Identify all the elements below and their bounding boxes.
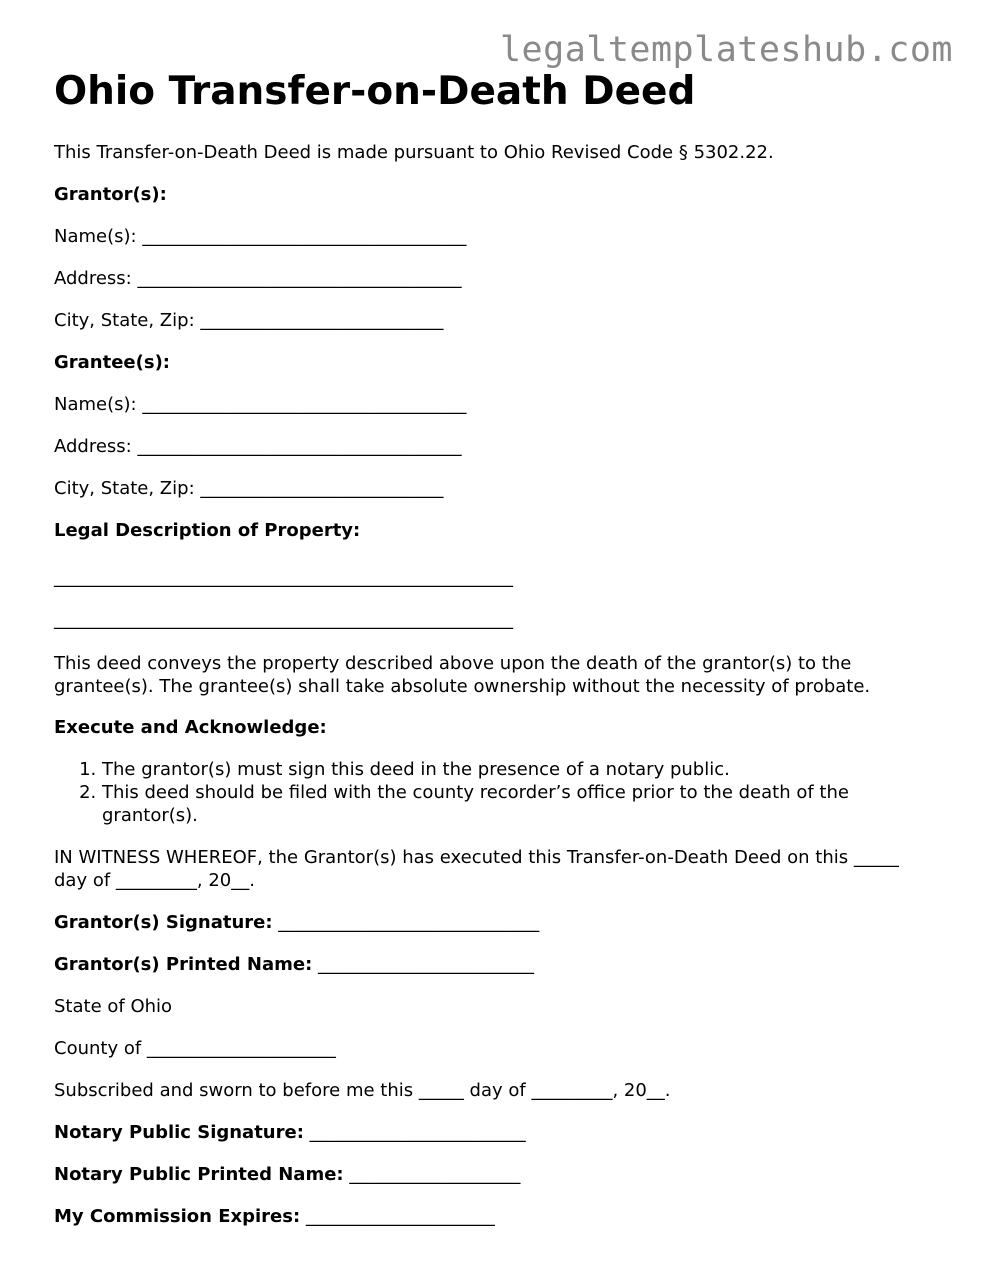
grantee-heading: Grantee(s):: [54, 352, 170, 373]
grantor-names-field: Name(s): ____________________________________: [54, 226, 467, 247]
grantor-signature-blank: _____________________________: [272, 912, 540, 933]
notary-printed-name-label: Notary Public Printed Name:: [54, 1164, 344, 1185]
conveyance-text: This deed conveys the property described above upon the death of the grantor(s) to the grantee(s). The grantee(s) shall take absolute ownership without the necessity of probate.: [54, 653, 871, 697]
grantor-city-field: City, State, Zip: ___________________________: [54, 310, 444, 331]
commission-expires-line: [54, 1205, 934, 1228]
grantor-address-field: Address: ____________________________________: [54, 268, 462, 289]
grantor-signature-line: [54, 911, 934, 934]
execute-list: [54, 758, 934, 827]
page-title: Ohio Transfer-on-Death Deed: [54, 69, 696, 114]
deed-document: [54, 68, 934, 1228]
commission-expires-label: My Commission Expires:: [54, 1206, 301, 1227]
grantor-heading: Grantor(s):: [54, 184, 167, 205]
grantor-printed-name-line: [54, 953, 934, 976]
notary-signature-label: Notary Public Signature:: [54, 1122, 304, 1143]
watermark: legaltemplateshub.com: [499, 30, 953, 70]
notary-signature-blank: ________________________: [303, 1122, 526, 1143]
witness-text: IN WITNESS WHEREOF, the Grantor(s) has executed this Transfer-on-Death Deed on this _____ day of _________, 20__.: [54, 847, 899, 891]
legal-description-line-1: ___________________________________________________: [54, 567, 513, 588]
list-item: 2. This deed should be filed with the county recorder’s office prior to the death of the grantor(s).: [102, 781, 934, 827]
notary-signature-line: [54, 1121, 934, 1144]
list-item: 1. The grantor(s) must sign this deed in the presence of a notary public.: [102, 758, 934, 781]
notary-printed-name-line: [54, 1163, 934, 1186]
notary-printed-name-blank: ___________________: [343, 1164, 521, 1185]
grantor-printed-name-blank: ________________________: [312, 954, 535, 975]
state-text: State of Ohio: [54, 996, 173, 1017]
intro-text: This Transfer-on-Death Deed is made pursuant to Ohio Revised Code § 5302.22.: [54, 142, 774, 163]
grantor-printed-name-label: Grantor(s) Printed Name:: [54, 954, 313, 975]
grantee-names-field: Name(s): ____________________________________: [54, 394, 467, 415]
subscribed-text: Subscribed and sworn to before me this _____ day of _________, 20__.: [54, 1080, 671, 1101]
commission-expires-blank: _____________________: [300, 1206, 495, 1227]
legal-description-heading: Legal Description of Property:: [54, 520, 361, 541]
legal-description-line-2: ___________________________________________________: [54, 609, 513, 630]
grantee-address-field: Address: ____________________________________: [54, 436, 462, 457]
execute-heading: Execute and Acknowledge:: [54, 717, 327, 738]
grantor-signature-label: Grantor(s) Signature:: [54, 912, 273, 933]
county-field: County of _____________________: [54, 1038, 336, 1059]
grantee-city-field: City, State, Zip: ___________________________: [54, 478, 444, 499]
